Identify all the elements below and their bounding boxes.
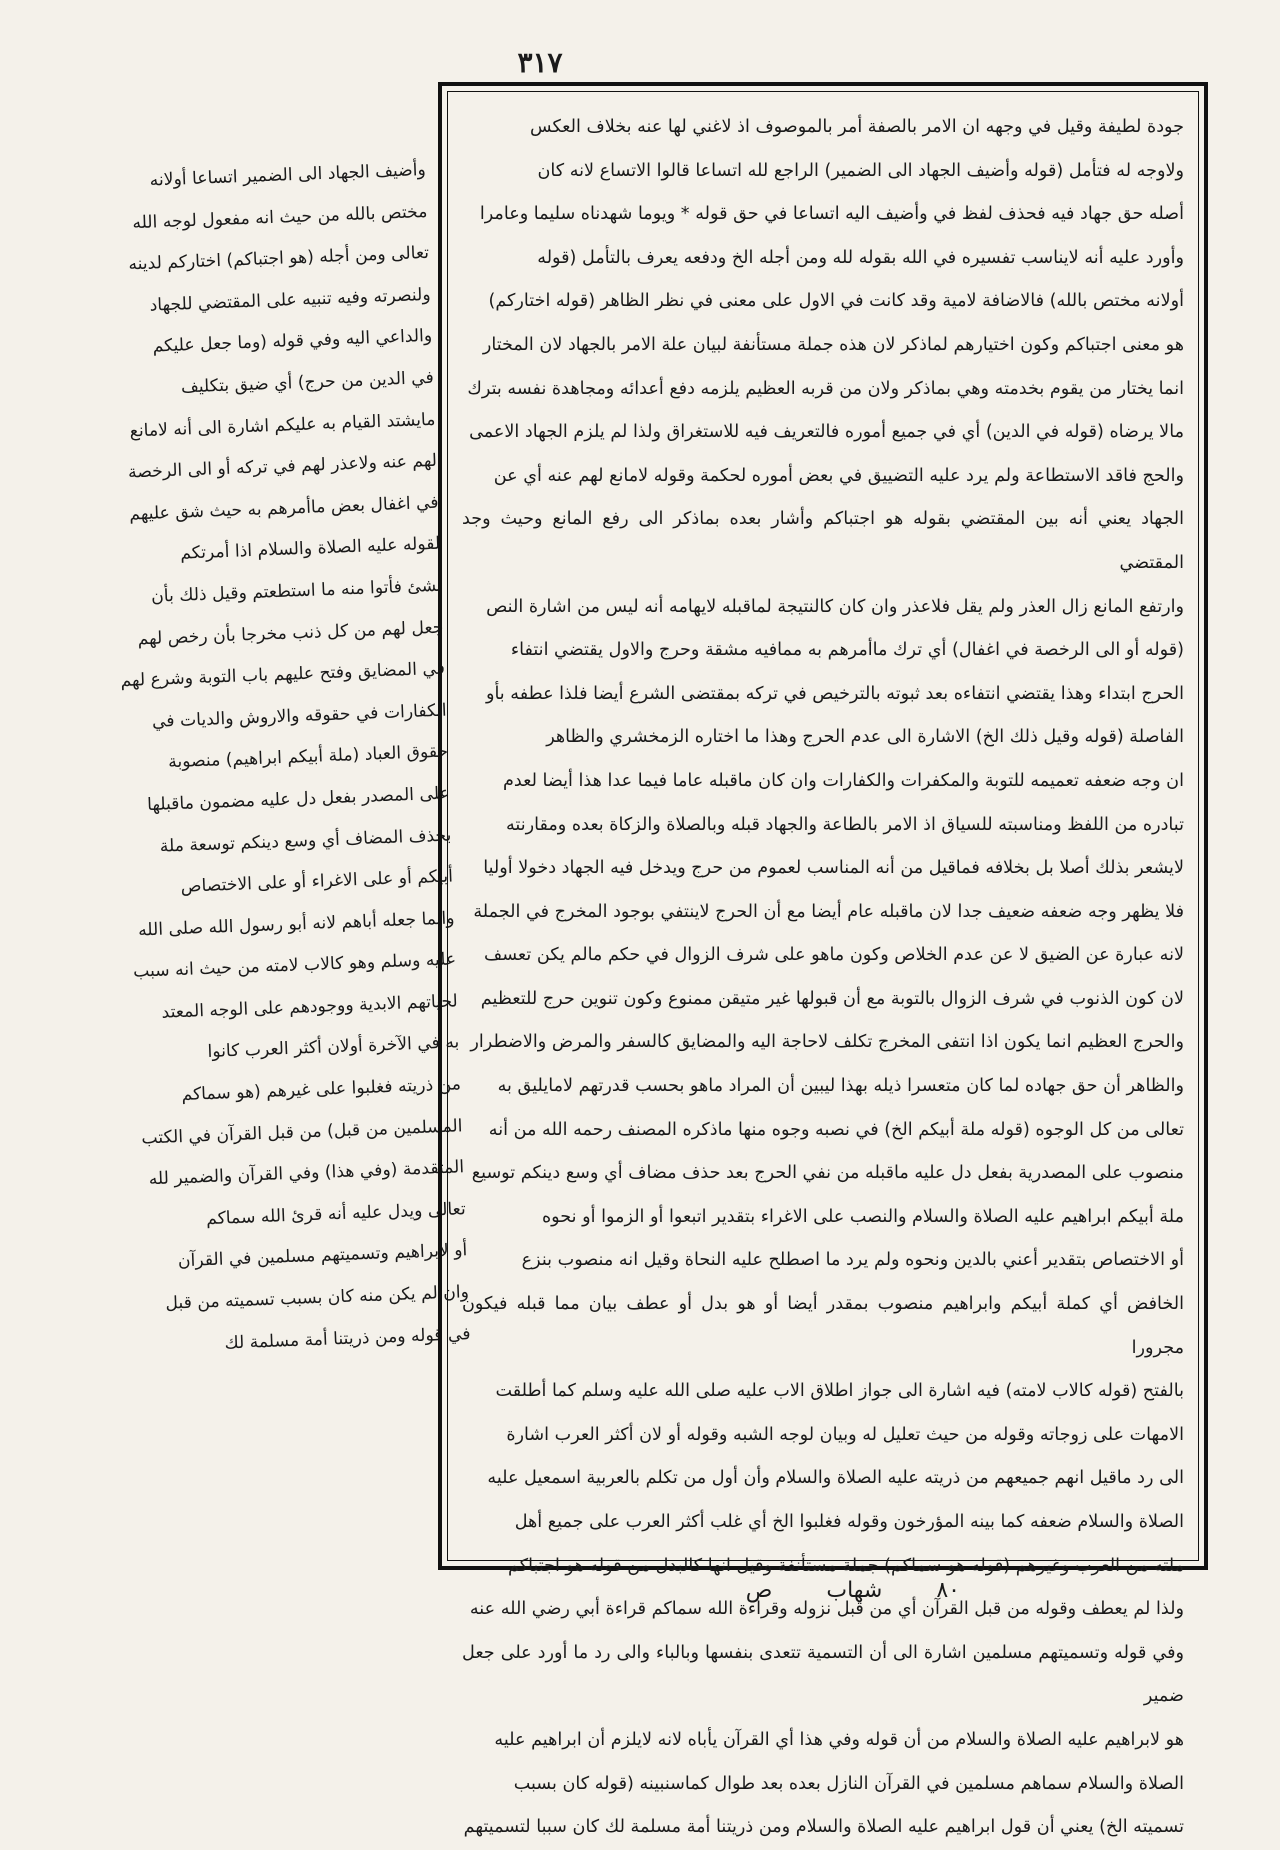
main-commentary-text: جودة لطيفة وقيل في وجهه ان الامر بالصفة أمر بالموصوف اذ لاغني لها عنه بخلاف العكس ولاوجه له فتأمل (قوله وأضيف الجهاد الى الضمير) الراجع لله اتساعا قالوا الاتساع لانه كان أصله حق جهاد فيه فحذف لفظ في وأضيف اليه اتساعا في حق قوله * ويوما شهدناه سليما وعامرا وأورد عليه أنه لايناسب تفسيره في الله بقوله لله ومن أجله الخ ودفعه يعرف بالتأمل (قوله أولانه مختص بالله) فالاضافة لامية وقد كانت في الاول على معنى في نظر الظاهر (قوله اختاركم) هو معنى اجتباكم وكون اختيارهم لماذكر لان هذه جملة مستأنفة لبيان علة الامر بالجهاد لان المختار انما يختار من يقوم بخدمته وهي بماذكر ولان من قربه العظيم يلزمه دفع أعدائه ومجاهدة نفسه بترك مالا يرضاه (قوله في الدين) أي في جميع أموره فالتعريف فيه للاستغراق ولذا لم يلزم الجهاد الاعمى والحج فاقد الاستطاعة ولم يرد عليه التضييق في بعض أموره لحكمة وقوله لامانع لهم عنه أي عن الجهاد يعني أنه بين المقتضي بقوله هو اجتباكم وأشار بعده بماذكر الى رفع المانع وحيث وجد المقتضي وارتفع المانع زال العذر ولم يقل فلاعذر وان كان كالنتيجة لماقبله لايهامه أنه ليس من اشارة النص (قوله أو الى الرخصة في اغفال) أي ترك ماأمرهم به ممافيه مشقة وحرج والاول يقتضي انتفاء الحرج ابتداء وهذا يقتضي انتفاءه بعد ثبوته بالترخيص في تركه بمقتضى الشرع أيضا فلذا عطفه بأو الفاصلة (قوله وقيل ذلك الخ) الاشارة الى عدم الحرج وهذا ما اختاره الزمخشري والظاهر ان وجه ضعفه تعميمه للتوبة والمكفرات والكفارات وان كان ماقبله عاما فيما عدا هذا أيضا لعدم تبادره من اللفظ ومناسبته للسياق اذ الامر بالطاعة والجهاد قبله وبالصلاة والزكاة بعده ومقارنته لايشعر بذلك أصلا بل بخلافه فماقيل من أنه المناسب لعموم من حرج ويدخل فيه الجهاد دخولا أوليا فلا يظهر وجه ضعفه ضعيف جدا لان ماقبله عام أيضا مع أن الحرج لاينتفي بوجود المخرج في الجملة لانه عبارة عن الضيق لا عن عدم الخلاص وكون ماهو على شرف الزوال في حكم مالم يكن تعسف لان كون الذنوب في شرف الزوال بالتوبة مع أن قبولها غير متيقن ممنوع وكون تنوين حرج للتعظيم والحرج العظيم انما يكون اذا انتفى المخرج تكلف لاحاجة اليه والمضايق كالسفر والمرض والاضطرار والظاهر أن حق جهاده لما كان متعسرا ذيله بهذا ليبين أن المراد ماهو بحسب قدرتهم لامايليق به تعالى من كل الوجوه (قوله ملة أبيكم الخ) في نصبه وجوه منها ماذكره المصنف رحمه الله من أنه منصوب على المصدرية بفعل دل عليه ماقبله من نفي الحرج بعد حذف مضاف أي وسع دينكم توسيع ملة أبيكم ابراهيم عليه الصلاة والسلام والنصب على الاغراء بتقدير اتبعوا أو الزموا أو نحوه أو الاختصاص بتقدير أعني بالدين ونحوه ولم يرد ما اصطلح عليه النحاة وقيل انه منصوب بنزع الخافض أي كملة أبيكم وابراهيم منصوب بمقدر أيضا أو هو بدل أو عطف بيان مما قبله فيكون مجرورا بالفتح (قوله كالاب لامته) فيه اشارة الى جواز اطلاق الاب عليه صلى الله عليه وسلم كما أطلقت الامهات على زوجاته وقوله من حيث تعليل له وبيان لوجه الشبه وقوله أو لان أكثر العرب اشارة الى رد ماقيل انهم جميعهم من ذريته عليه الصلاة والسلام وأن أول من تكلم بالعربية اسمعيل عليه الصلاة والسلام ضعفه كما بينه المؤرخون وقوله فغلبوا الخ أي غلب أكثر العرب على جميع أهل ملته من العرب وغيرهم (قوله هو سماكم) جملة مستأنفة وقيل انها كالبدل من قوله هو اجتباكم ولذا لم يعطف وقوله من قبل القرآن أي من قبل نزوله وقراءة الله سماكم قراءة أبي رضي الله عنه وفي قوله وتسميتهم مسلمين اشارة الى أن التسمية تتعدى بنفسها وبالباء والى رد ما أورد على جعل ضمير هو لابراهيم عليه الصلاة والسلام من أن قوله وفي هذا أي القرآن يأباه لانه لايلزم أن ابراهيم عليه الصلاة والسلام سماهم مسلمين في القرآن النازل بعده بعد طوال كماسنبينه (قوله كان بسبب تسميته الخ) يعني أن قول ابراهيم عليه الصلاة والسلام ومن ذريتنا أمة مسلمة لك كان سببا لتسميتهم: [462, 117, 1184, 1838]
page-footer: [560, 1578, 960, 1603]
page-number: ٣١٧: [517, 46, 563, 79]
footer-book-name: شهاب: [826, 1578, 883, 1603]
margin-commentary-text: وأضيف الجهاد الى الضمير اتساعا أولانه مختص بالله من حيث انه مفعول لوجه الله تعالى ومن أجله (هو اجتباكم) اختاركم لدينه ولنصرته وفيه تنبيه على المقتضي للجهاد والداعي اليه وفي قوله (وما جعل عليكم في الدين من حرج) أي ضيق بتكليف مايشتد القيام به عليكم اشارة الى أنه لامانع لهم عنه ولاعذر لهم في تركه أو الى الرخصة في اغفال بعض ماأمرهم به حيث شق عليهم لقوله عليه الصلاة والسلام اذا أمرتكم بشئ فأتوا منه ما استطعتم وقيل ذلك بأن جعل لهم من كل ذنب مخرجا بأن رخص لهم في المضايق وفتح عليهم باب التوبة وشرع لهم الكفارات في حقوقه والاروش والديات في حقوق العباد (ملة أبيكم ابراهيم) منصوبة على المصدر بفعل دل عليه مضمون ماقبلها بحذف المضاف أي وسع دينكم توسعة ملة أبيكم أو على الاغراء أو على الاختصاص وانما جعله أباهم لانه أبو رسول الله صلى الله عليه وسلم وهو كالاب لامته من حيث انه سبب لحياتهم الابدية ووجودهم على الوجه المعتد به في الآخرة أولان أكثر العرب كانوا من ذريته فغلبوا على غيرهم (هو سماكم المسلمين من قبل) من قبل القرآن في الكتب المتقدمة (وفي هذا) وفي القرآن والضمير لله تعالى ويدل عليه أنه قرئ الله سماكم أو لابراهيم وتسميتهم مسلمين في القرآن وان لم يكن منه كان بسبب تسميته من قبل في قوله ومن ذريتنا أمة مسلمة لك: [120, 159, 471, 1354]
footer-part: ص: [745, 1578, 773, 1603]
footer-page-index: ٨٠: [936, 1578, 960, 1603]
margin-commentary: [40, 150, 471, 1430]
